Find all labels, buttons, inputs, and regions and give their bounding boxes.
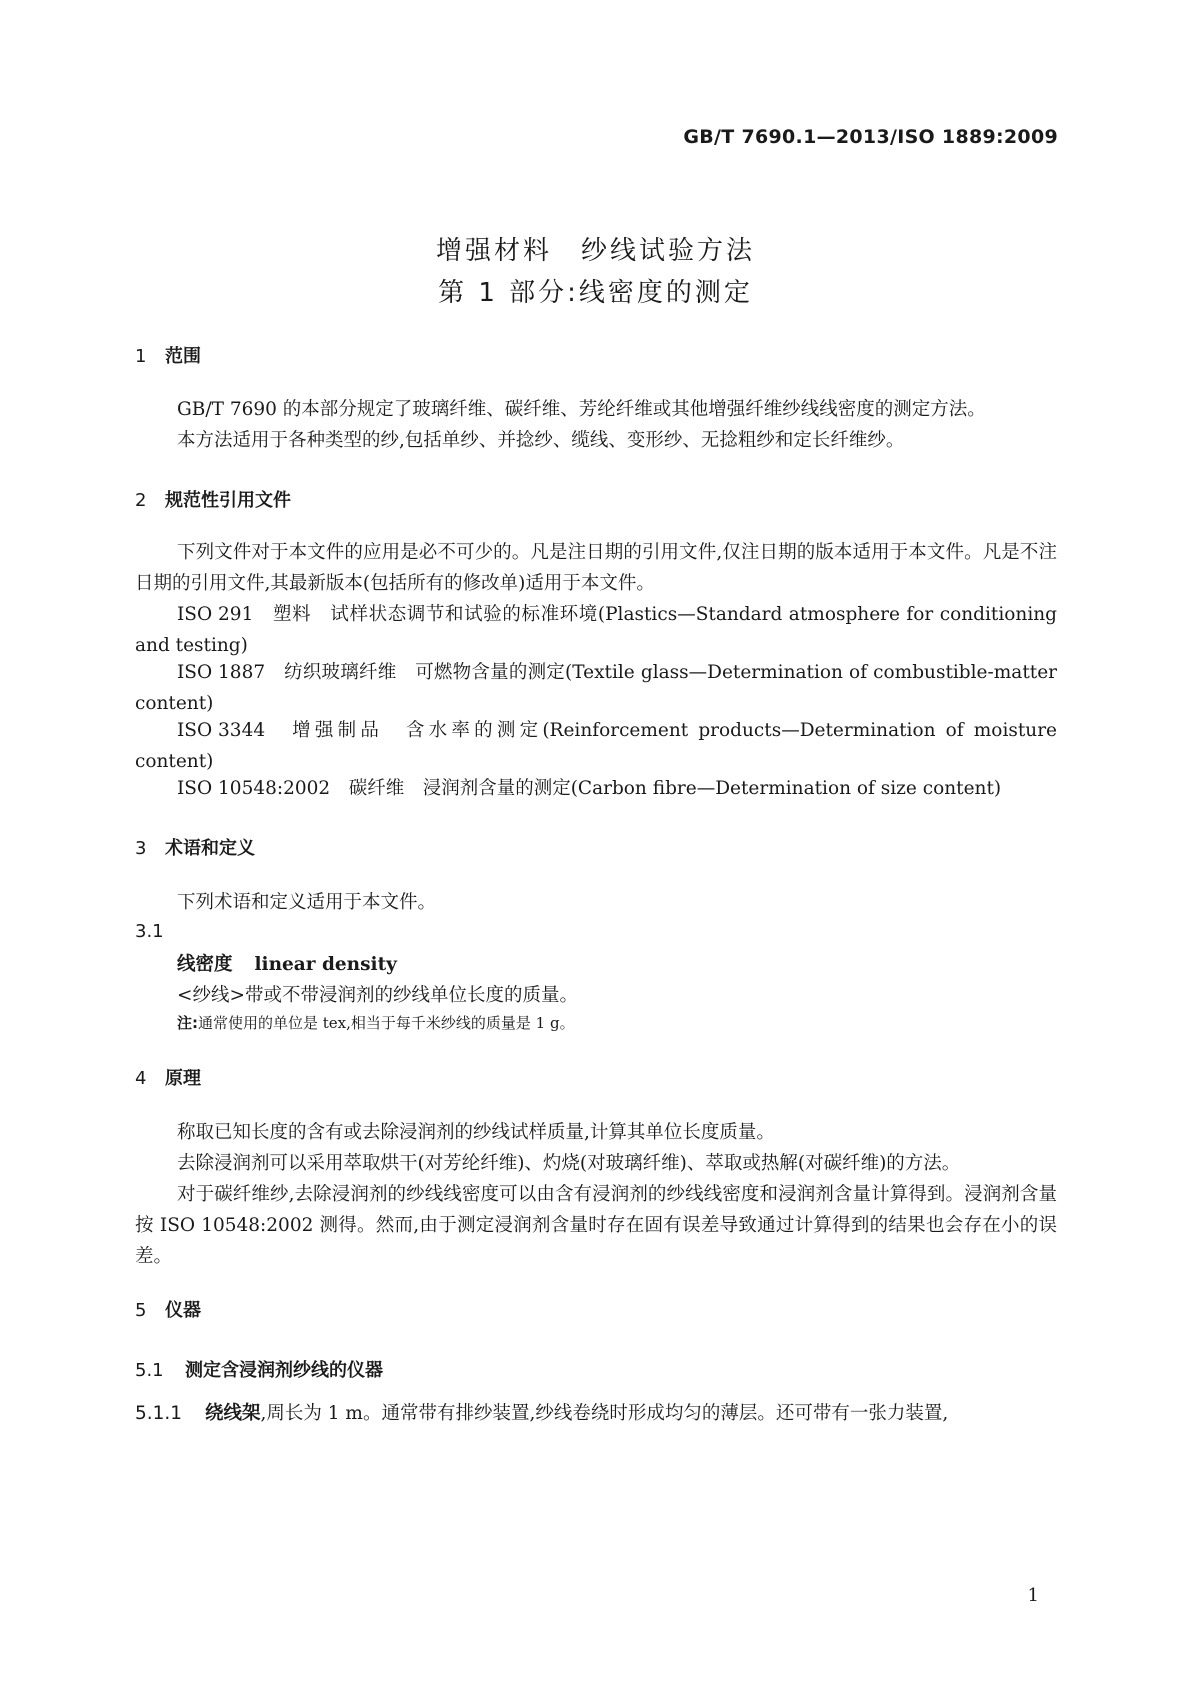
term-definition: <纱线>带或不带浸润剂的纱线单位长度的质量。 [177, 985, 579, 1006]
reference-code: ISO 10548:2002 [177, 778, 331, 799]
reference-text: 塑料 试样状态调节和试验的标准环境(Plastics—Standard atmosphere for conditioning and testing) [135, 604, 1057, 656]
reference-text: 碳纤维 浸润剂含量的测定(Carbon fibre—Determination of size content) [330, 778, 1002, 799]
term-note [177, 1012, 575, 1033]
section-3-heading [135, 834, 255, 860]
reference-item [135, 657, 1057, 719]
subsection-text: ,周长为 1 m。通常带有排纱装置,纱线卷绕时形成均匀的薄层。还可带有一张力装置, [260, 1403, 949, 1424]
section-title: 规范性引用文件 [165, 490, 291, 511]
note-text: 通常使用的单位是 tex,相当于每千米纱线的质量是 1 g。 [198, 1014, 575, 1032]
subsection-number: 5.1 [135, 1360, 164, 1381]
note-label: 注: [177, 1014, 198, 1032]
reference-code: ISO 3344 [177, 720, 266, 741]
section-title: 仪器 [165, 1300, 201, 1321]
section-title: 原理 [165, 1068, 201, 1089]
subsection-term: 绕线架 [205, 1403, 261, 1424]
section-3-intro: 下列术语和定义适用于本文件。 [177, 892, 437, 913]
document-title-line2: 第 1 部分:线密度的测定 [438, 278, 753, 308]
subsection-number: 5.1.1 [135, 1403, 183, 1424]
section-number: 2 [135, 490, 147, 511]
section-number: 3 [135, 838, 147, 859]
section-number: 4 [135, 1068, 147, 1089]
term-entry [177, 950, 397, 976]
section-1-paragraph-2: 本方法适用于各种类型的纱,包括单纱、并捻纱、缆线、变形纱、无捻粗纱和定长纤维纱。 [177, 430, 905, 451]
section-title: 术语和定义 [165, 838, 255, 859]
subsection-5-1-heading [135, 1356, 383, 1382]
reference-code: ISO 1887 [177, 662, 266, 683]
term-zh: 线密度 [177, 954, 233, 975]
subsection-title: 测定含浸润剂纱线的仪器 [185, 1360, 383, 1381]
section-number: 1 [135, 346, 147, 367]
reference-text: 增强制品 含水率的测定(Reinforcement products—Determination of moisture content) [135, 720, 1057, 772]
reference-item [135, 599, 1057, 661]
section-4-paragraph-2: 去除浸润剂可以采用萃取烘干(对芳纶纤维)、灼烧(对玻璃纤维)、萃取或热解(对碳纤维)的方法。 [177, 1153, 961, 1174]
term-number: 3.1 [135, 921, 164, 942]
section-1-paragraph-1: GB/T 7690 的本部分规定了玻璃纤维、碳纤维、芳纶纤维或其他增强纤维纱线线密度的测定方法。 [177, 399, 986, 420]
section-5-heading [135, 1296, 201, 1322]
section-2-intro: 下列文件对于本文件的应用是必不可少的。凡是注日期的引用文件,仅注日期的版本适用于本文件。凡是不注日期的引用文件,其最新版本(包括所有的修改单)适用于本文件。 [135, 542, 1057, 594]
page-number: 1 [1027, 1585, 1039, 1606]
section-title: 范围 [165, 346, 201, 367]
document-title-line1: 增强材料 纱线试验方法 [435, 236, 755, 266]
subsection-5-1-1 [135, 1398, 1057, 1429]
reference-text: 纺织玻璃纤维 可燃物含量的测定(Textile glass—Determination of combustible-matter content) [135, 662, 1057, 714]
section-1-heading [135, 342, 201, 368]
section-4-paragraph-1: 称取已知长度的含有或去除浸润剂的纱线试样质量,计算其单位长度质量。 [177, 1122, 775, 1143]
section-4-paragraph-3: 对于碳纤维纱,去除浸润剂的纱线线密度可以由含有浸润剂的纱线线密度和浸润剂含量计算得到。浸润剂含量按 ISO 10548:2002 测得。然而,由于测定浸润剂含量时存在固有误差导致通过计算得到的结果也会存在小的误差。 [135, 1184, 1057, 1267]
section-2-heading [135, 486, 291, 512]
reference-item [135, 715, 1057, 777]
term-en: linear density [254, 954, 397, 975]
reference-code: ISO 291 [177, 604, 254, 625]
section-number: 5 [135, 1300, 147, 1321]
standard-code: GB/T 7690.1—2013/ISO 1889:2009 [683, 126, 1058, 148]
reference-item [135, 773, 1057, 804]
section-4-heading [135, 1064, 201, 1090]
